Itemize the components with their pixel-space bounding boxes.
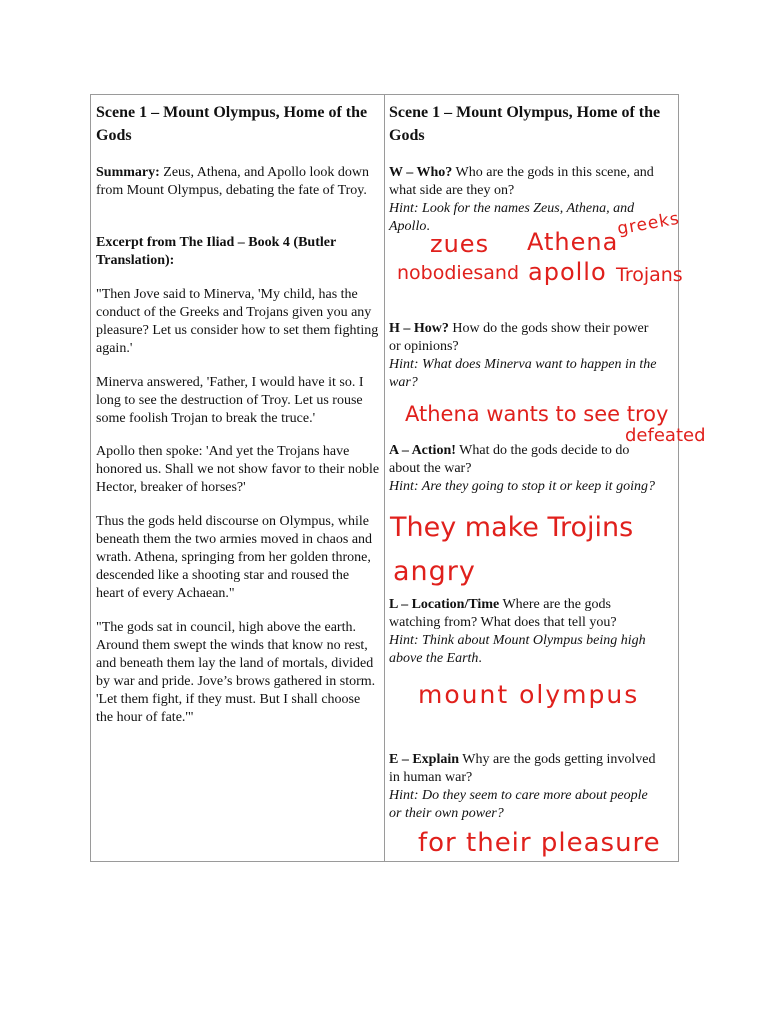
handwritten-answer-zues: zues [430, 230, 490, 258]
handwritten-answer-mount-olympus: mount olympus [418, 680, 640, 709]
summary-label: Summary: [96, 165, 160, 180]
excerpt-heading: Excerpt from The Iliad – Book 4 (Butler Translation): [96, 235, 336, 268]
excerpt-paragraph-3: Apollo then spoke: 'And yet the Trojans have honored us. Shall we not show favor to their noble Hector, breaker of horses?' [96, 444, 380, 495]
handwritten-answer-defeated: defeated [625, 425, 706, 446]
handwritten-answer-angry: angry [393, 556, 476, 587]
handwritten-answer-pleasure: for their pleasure [418, 828, 661, 858]
right-heading: Scene 1 – Mount Olympus, Home of the Gods [389, 104, 661, 144]
question-who: W – Who? Who are the gods in this scene, and what side are they on? Hint: Look for the names Zeus, Athena, and Apollo. [389, 165, 654, 234]
hint-location: Hint: Think about Mount Olympus being high above the Earth [389, 633, 646, 666]
hint-who: Hint: Look for the names Zeus, Athena, and Apollo [389, 201, 635, 234]
handwritten-answer-athena: Athena [527, 228, 619, 256]
handwritten-answer-make-trojins: They make Trojins [390, 512, 634, 543]
excerpt-paragraph-2: Minerva answered, 'Father, I would have it so. I long to see the destruction of Troy. Let us rouse some foolish Trojan to break the truce.' [96, 375, 364, 426]
question-location: L – Location/Time Where are the gods watching from? What does that tell you? Hint: Think about Mount Olympus being high above the Earth. [389, 597, 646, 666]
left-heading: Scene 1 – Mount Olympus, Home of the Gods [96, 104, 368, 144]
question-how: H – How? How do the gods show their power or opinions? Hint: What does Minerva want to happen in the war? [389, 321, 657, 390]
summary-text: Zeus, Athena, and Apollo look down from Mount Olympus, debating the fate of Troy. [96, 165, 369, 198]
column-divider [384, 95, 385, 861]
question-action: A – Action! What do the gods decide to do about the war? Hint: Are they going to stop it or keep it going? [389, 443, 655, 494]
handwritten-answer-apollo: apollo [528, 258, 607, 286]
hint-explain: Hint: Do they seem to care more about people or their own power? [389, 788, 648, 821]
hint-how: Hint: What does Minerva want to happen in the war? [389, 357, 657, 390]
worksheet-table [90, 94, 679, 862]
handwritten-answer-trojans: Trojans [616, 264, 683, 286]
handwritten-answer-athena-wants: Athena wants to see troy [405, 402, 669, 426]
summary [96, 164, 380, 200]
excerpt-paragraph-4: Thus the gods held discourse on Olympus, while beneath them the two armies moved in chaos and wrath. Athena, springing from her golden throne, descended like a shooting star and roused the heart of every Achaean." [96, 514, 373, 601]
question-explain: E – Explain Why are the gods getting involved in human war? Hint: Do they seem to care more about people or their own power? [389, 752, 656, 821]
excerpt-paragraph-1: "Then Jove said to Minerva, 'My child, has the conduct of the Greeks and Trojans given you any pleasure? Let us consider how to set them fighting again.' [96, 287, 379, 356]
handwritten-answer-greeks: greeks [615, 208, 682, 240]
hint-action: Hint: Are they going to stop it or keep it going? [389, 479, 655, 494]
handwritten-answer-nobodies: nobodiesand [397, 262, 520, 284]
excerpt-paragraph-5: "The gods sat in council, high above the earth. Around them swept the winds that know no rest, and beneath them lay the land of mortals, divided by war and pride. Jove’s brows gathered in storm. 'Let them fight, if they must. But I shall choose the hour of fate.'" [96, 620, 376, 725]
